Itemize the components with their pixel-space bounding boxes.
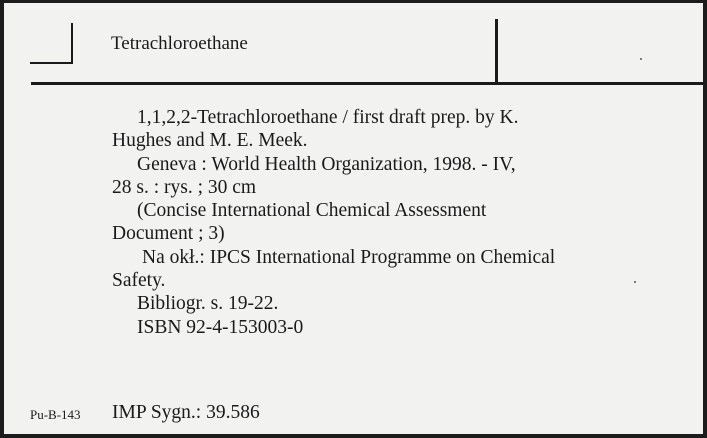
description-line: Geneva : World Health Organization, 1998. - IV, bbox=[137, 153, 516, 175]
description-line: ISBN 92-4-153003-0 bbox=[137, 316, 304, 338]
description-line: Hughes and M. E. Meek. bbox=[112, 130, 308, 152]
paper-speck bbox=[640, 58, 642, 60]
corner-mark-horizontal bbox=[30, 62, 73, 64]
description-line: Document ; 3) bbox=[112, 223, 225, 245]
shelf-signature: IMP Sygn.: 39.586 bbox=[112, 402, 260, 423]
card-heading: Tetrachloroethane bbox=[111, 33, 248, 54]
card-description bbox=[112, 106, 672, 339]
corner-mark-vertical bbox=[71, 23, 73, 64]
description-line: 1,1,2,2-Tetrachloroethane / first draft prep. by K. bbox=[137, 107, 519, 128]
call-number: Pu-B-143 bbox=[30, 407, 81, 422]
description-line: Bibliogr. s. 19-22. bbox=[137, 293, 279, 315]
header-divider-horizontal bbox=[31, 82, 707, 85]
description-line: Na okł.: IPCS International Programme on Chemical bbox=[142, 246, 556, 268]
paper-speck bbox=[634, 281, 636, 283]
header-divider-vertical bbox=[495, 19, 498, 83]
description-line: Safety. bbox=[112, 270, 166, 292]
description-line: 28 s. : rys. ; 30 cm bbox=[112, 176, 257, 198]
description-line: (Concise International Chemical Assessment bbox=[137, 200, 487, 222]
